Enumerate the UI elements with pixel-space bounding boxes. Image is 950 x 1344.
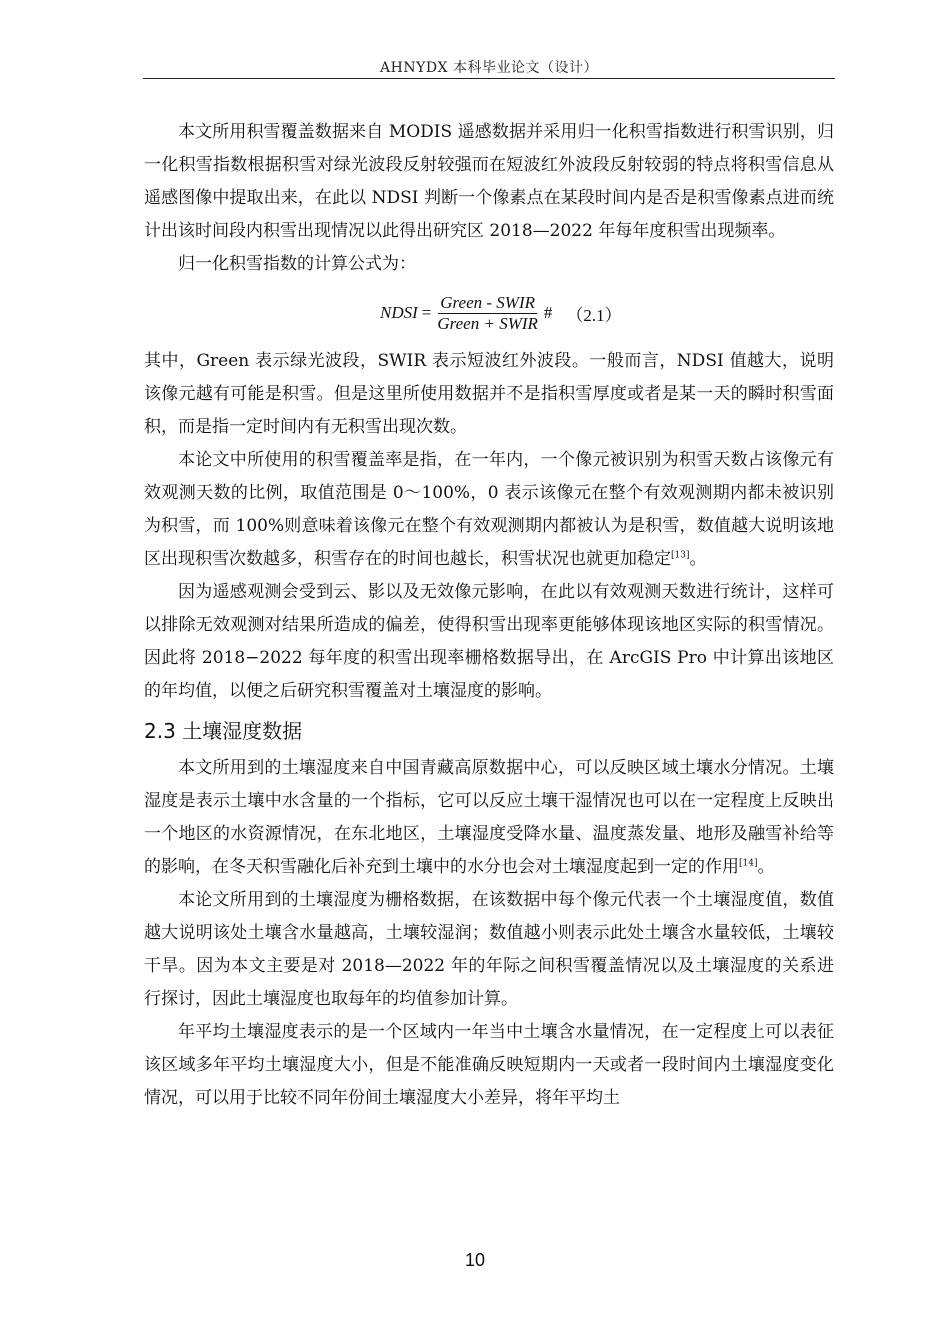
equation-hash: # [543,303,553,322]
paragraph-soil-moisture-source [144,752,834,884]
paragraph-valid-observation: 因为遥感观测会受到云、影以及无效像元影响，在此以有效观测天数进行统计，这样可以排除无效观测对结果所造成的偏差，使得积雪出现率更能够体现该地区实际的积雪情况。因此将 2018−2022 每年度的积雪出现率栅格数据导出，在 ArcGIS Pro 中计算出该地区的年均值，以便之后研究积雪覆盖对土壤湿度的影响。 [144,582,834,701]
citation-14: [14] [739,858,758,869]
equation-ndsi [144,287,834,337]
paragraph-soil-moisture-source-end: 。 [757,857,775,877]
paragraph-soil-moisture-raster: 本论文所用到的土壤湿度为栅格数据，在该数据中每个像元代表一个土壤湿度值，数值越大说明该处土壤含水量越高，土壤较湿润；数值越小则表示此处土壤含水量较低，土壤较干旱。因为本文主要是对 2018—2022 年的年际之间积雪覆盖情况以及土壤湿度的关系进行探讨，因此土壤湿度也取每年的均值参加计算。 [144,890,834,1009]
paragraph-soil-moisture-source-text: 本文所用到的土壤湿度来自中国青藏高原数据中心，可以反映区域土壤水分情况。土壤湿度是表示土壤中水含量的一个指标，它可以反应土壤干湿情况也可以在一定程度上反映出一个地区的水资源情况，在东北地区，土壤湿度受降水量、温度蒸发量、地形及融雪补给等的影响，在冬天积雪融化后补充到土壤中的水分也会对土壤湿度起到一定的作用 [144,758,834,877]
page-number: 10 [464,1250,486,1270]
equation-body [380,291,622,335]
equation-lhs: NDSI [380,303,418,322]
citation-13: [13] [671,550,690,561]
paragraph-annual-soil-moisture: 年平均土壤湿度表示的是一个区域内一年当中土壤含水量情况，在一定程度上可以表征该区域多年平均土壤湿度大小，但是不能准确反映短期内一天或者一段时间内土壤湿度变化情况，可以用于比较不同年份间土壤湿度大小差异，将年平均土 [144,1022,834,1108]
paragraph-snow-cover-rate-end: 。 [689,549,707,569]
running-header: AHNYDX 本科毕业论文（设计） [380,60,598,76]
equation-denominator: Green + SWIR [437,313,538,333]
header-rule [143,78,835,79]
equation-equals: = [421,303,432,322]
paragraph-snow-cover-rate [144,444,834,576]
page-body [144,116,834,1115]
paragraph-snow-cover-data: 本文所用积雪覆盖数据来自 MODIS 遥感数据并采用归一化积雪指数进行积雪识别，归一化积雪指数根据积雪对绿光波段反射较强而在短波红外波段反射较弱的特点将积雪信息从遥感图像中提取出来，在此以 NDSI 判断一个像素点在某段时间内是否是积雪像素点进而统计出该时间段内积雪出现情况以此得出研究区 2018—2022 年每年度积雪出现频率。 [144,122,834,241]
equation-fraction [435,293,540,334]
paragraph-formula-intro: 归一化积雪指数的计算公式为： [178,254,416,274]
equation-numerator: Green - SWIR [440,292,535,312]
paragraph-snow-cover-rate-text: 本论文中所使用的积雪覆盖率是指，在一年内，一个像元被识别为积雪天数占该像元有效观测天数的比例，取值范围是 0～100%，0 表示该像元在整个有效观测期内都未被识别为积雪，而 100%则意味着该像元在整个有效观测期内都被认为是积雪，数值越大说明该地区出现积雪次数越多，积雪存在的时间也越长，积雪状况也就更加稳定 [144,450,834,569]
section-title: 2.3 土壤湿度数据 [144,719,303,743]
paragraph-ndsi-explanation: 其中，Green 表示绿光波段，SWIR 表示短波红外波段。一般而言，NDSI 值越大，说明该像元越有可能是积雪。但是这里所使用数据并不是指积雪厚度或者是某一天的瞬时积雪面积，而是指一定时间内有无积雪出现次数。 [144,351,834,437]
equation-number: （2.1） [566,305,622,325]
